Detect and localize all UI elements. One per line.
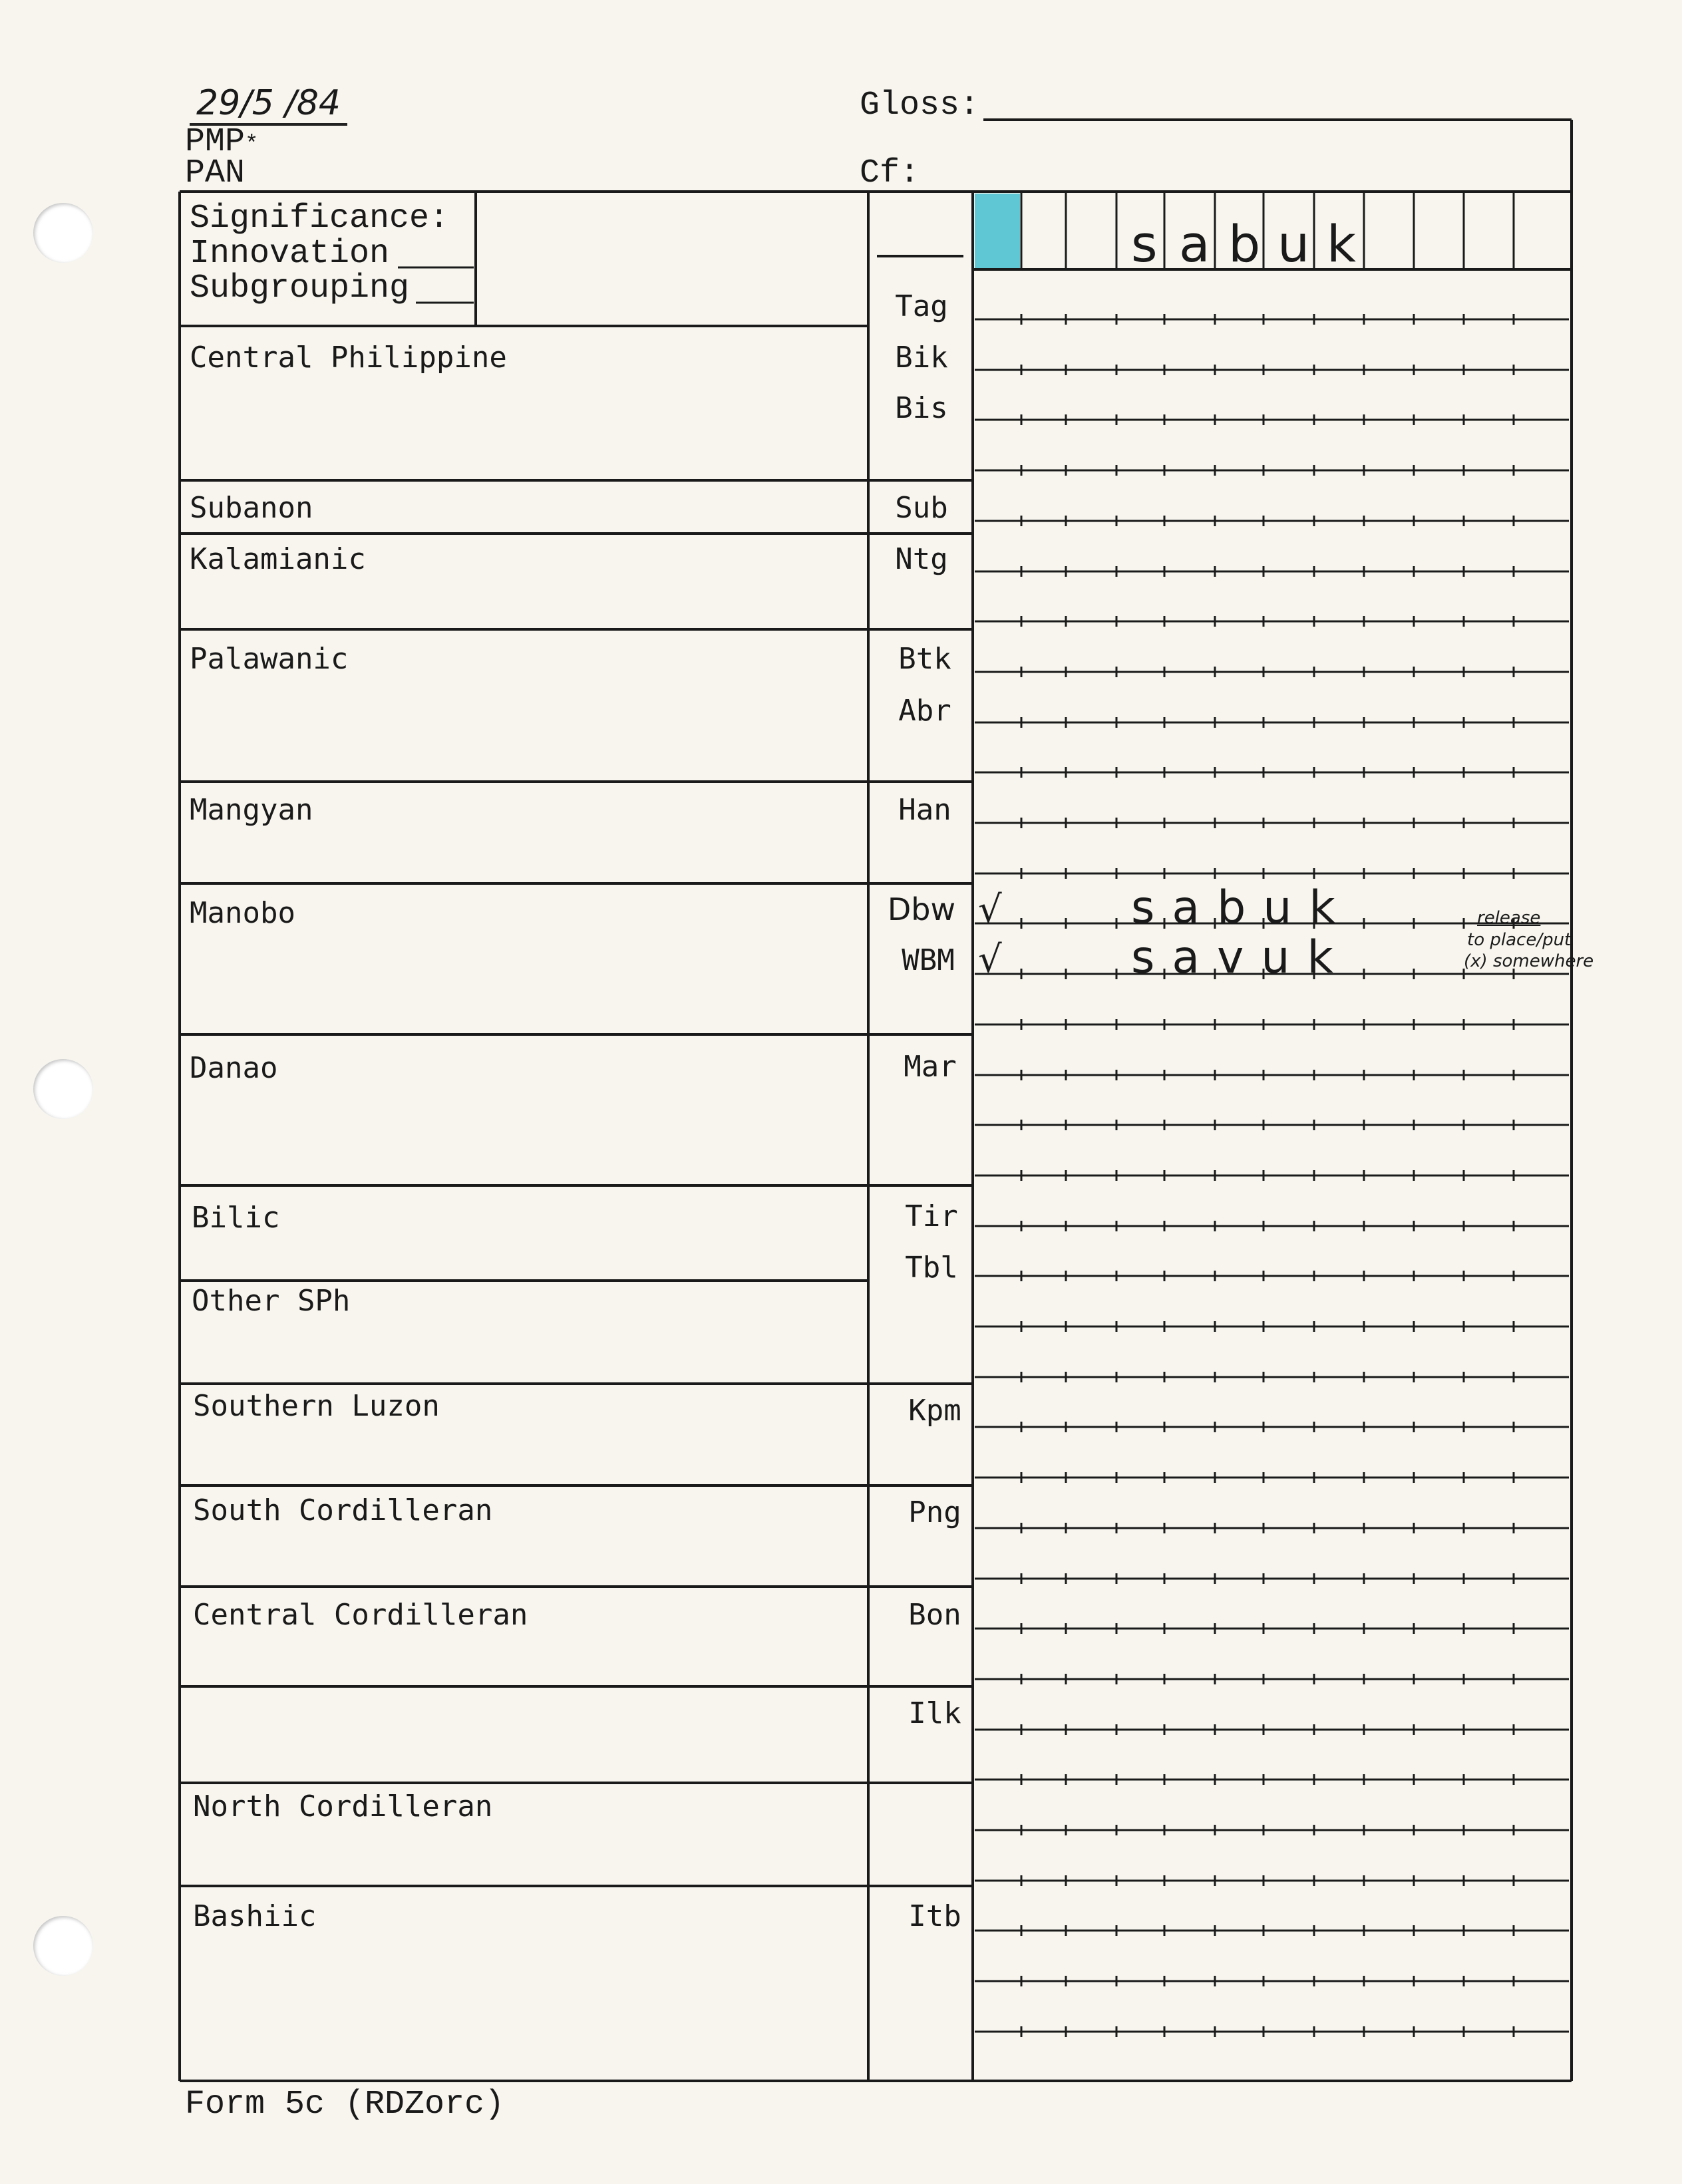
lang-code-tag: Tag [895, 289, 948, 323]
lang-code-kpm: Kpm [908, 1394, 961, 1428]
lang-code-dbw: Dbw [887, 891, 956, 927]
note-line-1: release [1477, 908, 1541, 928]
significance-title: Significance: [190, 200, 450, 237]
lang-code-mar: Mar [904, 1050, 957, 1084]
entry-dbw-check: √ [978, 888, 1002, 931]
lang-code-png: Png [908, 1495, 961, 1529]
pmp-asterisk: * [245, 132, 259, 158]
entry-wbm-check: √ [978, 938, 1002, 981]
entry-dbw-form: sabuk [1131, 881, 1353, 934]
lang-code-wbm: WBM [902, 943, 955, 977]
lang-code-itb: Itb [908, 1899, 961, 1933]
lang-code-bon: Bon [908, 1598, 961, 1632]
group-label-danao: Danao [190, 1051, 278, 1085]
lang-code-han: Han [898, 793, 951, 827]
note-line-2: to place/put [1467, 930, 1572, 950]
lang-code-sub: Sub [895, 491, 948, 525]
lang-code-ilk: Ilk [908, 1696, 961, 1730]
group-label-southern-luzon: Southern Luzon [193, 1389, 440, 1423]
gloss-label: Gloss: [860, 86, 980, 124]
lang-code-abr: Abr [898, 694, 951, 728]
group-label-subanon: Subanon [190, 491, 313, 525]
lang-code-ntg: Ntg [895, 542, 948, 576]
group-label-central-cordilleran: Central Cordilleran [193, 1598, 528, 1632]
note-line-3: (x) somewhere [1464, 951, 1594, 971]
pan-label: PAN [185, 154, 246, 192]
group-label-kalamianic: Kalamianic [190, 542, 366, 576]
group-label-other-sph: Other SPh [192, 1284, 351, 1318]
entry-wbm-form: savuk [1131, 931, 1351, 984]
lang-code-tir: Tir [905, 1199, 958, 1233]
group-label-central-philippine: Central Philippine [190, 341, 507, 375]
reconstruction-letter-k: k [1327, 214, 1357, 273]
group-label-mangyan: Mangyan [190, 793, 313, 827]
reconstruction-letter-a: a [1179, 214, 1210, 273]
lang-code-btk: Btk [898, 642, 951, 676]
lang-code-tbl: Tbl [905, 1251, 958, 1285]
date-handwritten: 29/5 /84 [190, 83, 347, 126]
form-footer: Form 5c (RDZorc) [185, 2086, 505, 2123]
subgrouping-label: Subgrouping [190, 269, 410, 307]
group-label-bilic: Bilic [192, 1201, 280, 1235]
group-label-south-cordilleran: South Cordilleran [193, 1493, 493, 1527]
group-label-bashiic: Bashiic [193, 1899, 317, 1933]
reconstruction-letter-s: s [1131, 214, 1158, 273]
group-label-palawanic: Palawanic [190, 642, 349, 676]
reconstruction-letter-b: b [1228, 214, 1261, 273]
lang-code-bis: Bis [895, 391, 948, 425]
group-label-manobo: Manobo [190, 896, 295, 930]
innovation-label: Innovation [190, 235, 390, 273]
reconstruction-letter-u: u [1277, 214, 1310, 273]
group-label-north-cordilleran: North Cordilleran [193, 1790, 493, 1823]
pmp-text: PMP [185, 123, 246, 161]
lang-code-bik: Bik [895, 341, 948, 375]
cf-label: Cf: [860, 154, 920, 192]
